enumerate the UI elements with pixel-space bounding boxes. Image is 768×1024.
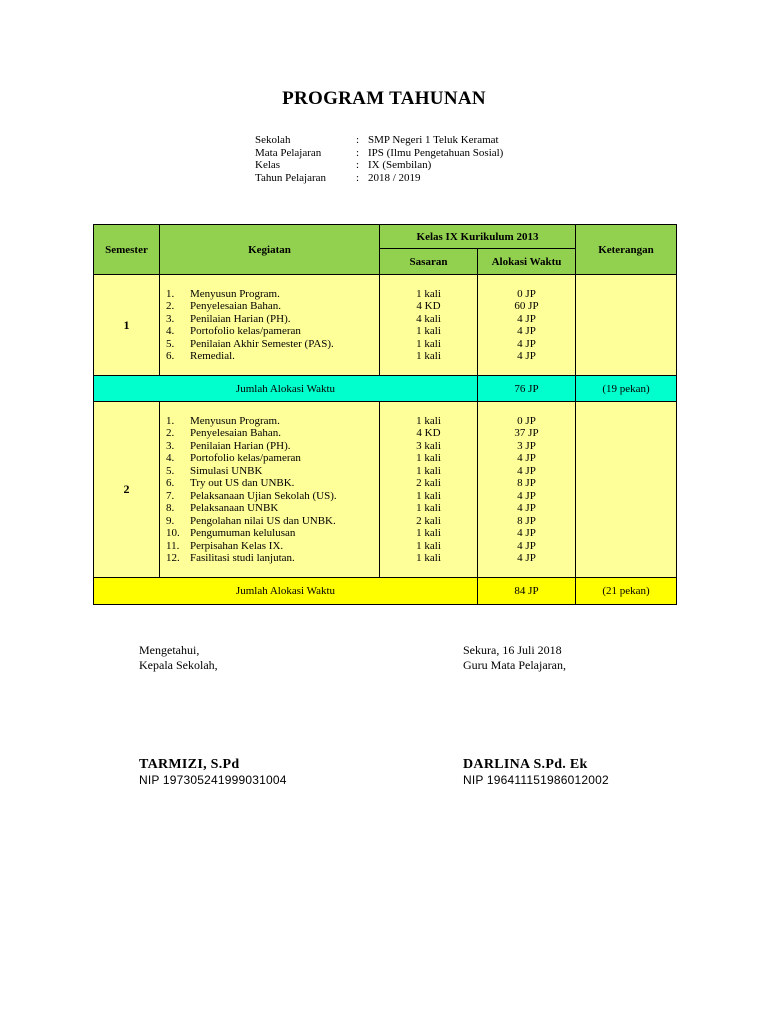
info-value: 2018 / 2019 — [368, 171, 421, 184]
signature-left — [139, 643, 287, 787]
sasaran-value: 1 kali — [416, 539, 441, 552]
sasaran-value: 1 kali — [416, 464, 441, 477]
info-row-sekolah — [255, 134, 503, 147]
list-item: 12. Fasilitasi studi lanjutan. — [166, 552, 295, 564]
sasaran-value: 1 kali — [416, 552, 441, 564]
alokasi-value: 4 JP — [517, 312, 536, 325]
alokasi-list — [478, 402, 576, 578]
signer-nip: NIP 197305241999031004 — [139, 772, 287, 787]
semester-1-row — [94, 275, 677, 376]
list-item: 11. Perpisahan Kelas IX. — [166, 539, 284, 552]
keterangan-cell — [576, 402, 677, 578]
program-table — [93, 224, 677, 605]
info-separator: : — [356, 134, 360, 146]
info-label: Sekolah — [255, 134, 291, 146]
page-title: PROGRAM TAHUNAN — [282, 88, 486, 109]
list-item: 5. Simulasi UNBK — [166, 464, 263, 477]
header-group: Kelas IX Kurikulum 2013 — [380, 225, 576, 249]
alokasi-value: 3 JP — [517, 439, 536, 452]
info-label: Kelas — [255, 159, 281, 171]
info-row-mata-pelajaran — [255, 147, 503, 160]
sasaran-value: 1 kali — [416, 414, 441, 427]
total-value: 76 JP — [478, 376, 576, 402]
semester-label: 1 — [94, 275, 160, 376]
alokasi-value: 4 JP — [517, 337, 536, 350]
alokasi-value: 4 JP — [517, 552, 536, 564]
list-item: 10. Pengumuman kelulusan — [166, 527, 296, 539]
sign-place-date: Sekura, 16 Juli 2018 — [463, 643, 562, 657]
list-item: 4. Portofolio kelas/pameran — [166, 452, 301, 464]
sasaran-value: 1 kali — [416, 287, 441, 300]
sasaran-value: 3 kali — [416, 439, 441, 452]
list-item: 3. Penilaian Harian (PH). — [166, 312, 291, 325]
semester-2-total-row — [94, 578, 677, 605]
alokasi-value: 8 JP — [517, 477, 536, 489]
signer-name: TARMIZI, S.Pd — [139, 757, 240, 772]
sasaran-value: 2 kali — [416, 514, 441, 527]
info-row-tahun-pelajaran — [255, 172, 503, 185]
signature-right — [463, 643, 609, 787]
header-keterangan: Keterangan — [576, 225, 677, 275]
alokasi-value: 4 JP — [517, 350, 536, 362]
sasaran-value: 4 KD — [416, 427, 441, 439]
list-item: 9. Pengolahan nilai US dan UNBK. — [166, 514, 336, 527]
sasaran-value: 1 kali — [416, 527, 441, 539]
signer-name: DARLINA S.Pd. Ek — [463, 757, 588, 772]
list-item: 2. Penyelesaian Bahan. — [166, 427, 282, 439]
total-label: Jumlah Alokasi Waktu — [94, 578, 478, 605]
sasaran-list — [380, 402, 478, 578]
info-value: IPS (Ilmu Pengetahuan Sosial) — [368, 146, 504, 159]
alokasi-value: 4 JP — [517, 489, 536, 502]
info-separator: : — [356, 171, 360, 184]
sasaran-value: 1 kali — [416, 350, 441, 362]
info-label: Mata Pelajaran — [255, 146, 322, 159]
list-item: 1. Menyusun Program. — [166, 414, 280, 427]
list-item: 4. Portofolio kelas/pameran — [166, 325, 301, 337]
sasaran-list — [380, 275, 478, 376]
list-item: 2. Penyelesaian Bahan. — [166, 300, 282, 312]
table-header-row — [94, 225, 677, 249]
total-note: (21 pekan) — [576, 578, 677, 605]
sasaran-value: 1 kali — [416, 489, 441, 502]
header-semester: Semester — [94, 225, 160, 275]
list-item: 5. Penilaian Akhir Semester (PAS). — [166, 337, 334, 350]
total-value: 84 JP — [478, 578, 576, 605]
kegiatan-list — [160, 402, 380, 578]
info-separator: : — [356, 146, 360, 159]
signer-nip: NIP 196411151986012002 — [463, 772, 609, 787]
list-item: 1. Menyusun Program. — [166, 287, 280, 300]
sasaran-value: 4 KD — [416, 300, 441, 312]
alokasi-value: 37 JP — [514, 427, 539, 439]
header-sasaran: Sasaran — [380, 249, 478, 275]
semester-label: 2 — [94, 402, 160, 578]
info-value: SMP Negeri 1 Teluk Keramat — [368, 134, 499, 146]
sasaran-value: 1 kali — [416, 452, 441, 464]
list-item: 7. Pelaksanaan Ujian Sekolah (US). — [166, 489, 337, 502]
semester-2-row — [94, 402, 677, 578]
sign-greeting: Mengetahui, — [139, 643, 200, 657]
alokasi-value: 0 JP — [517, 414, 536, 427]
header-kegiatan: Kegiatan — [160, 225, 380, 275]
header-alokasi: Alokasi Waktu — [478, 249, 576, 275]
total-note: (19 pekan) — [576, 376, 677, 402]
list-item: 3. Penilaian Harian (PH). — [166, 439, 291, 452]
alokasi-value: 0 JP — [517, 287, 536, 300]
list-item: 6. Remedial. — [166, 350, 235, 362]
sasaran-value: 1 kali — [416, 337, 441, 350]
alokasi-value: 4 JP — [517, 539, 536, 552]
alokasi-value: 60 JP — [514, 300, 539, 312]
info-label: Tahun Pelajaran — [255, 171, 327, 184]
keterangan-cell — [576, 275, 677, 376]
alokasi-value: 4 JP — [517, 452, 536, 464]
sasaran-value: 4 kali — [416, 312, 441, 325]
sign-role: Kepala Sekolah, — [139, 657, 218, 672]
alokasi-list — [478, 275, 576, 376]
total-label: Jumlah Alokasi Waktu — [94, 376, 478, 402]
info-separator: : — [356, 159, 360, 171]
info-value: IX (Sembilan) — [368, 159, 432, 171]
document-info — [255, 134, 503, 184]
sasaran-value: 1 kali — [416, 325, 441, 337]
sasaran-value: 2 kali — [416, 477, 441, 489]
list-item: 8. Pelaksanaan UNBK — [166, 502, 279, 514]
alokasi-value: 4 JP — [517, 527, 536, 539]
alokasi-value: 4 JP — [517, 464, 536, 477]
kegiatan-list — [160, 275, 380, 376]
alokasi-value: 8 JP — [517, 514, 536, 527]
list-item: 6. Try out US dan UNBK. — [166, 477, 295, 489]
semester-1-total-row — [94, 376, 677, 402]
alokasi-value: 4 JP — [517, 325, 536, 337]
alokasi-value: 4 JP — [517, 502, 536, 514]
sasaran-value: 1 kali — [416, 502, 441, 514]
info-row-kelas — [255, 159, 503, 172]
sign-role: Guru Mata Pelajaran, — [463, 657, 566, 672]
